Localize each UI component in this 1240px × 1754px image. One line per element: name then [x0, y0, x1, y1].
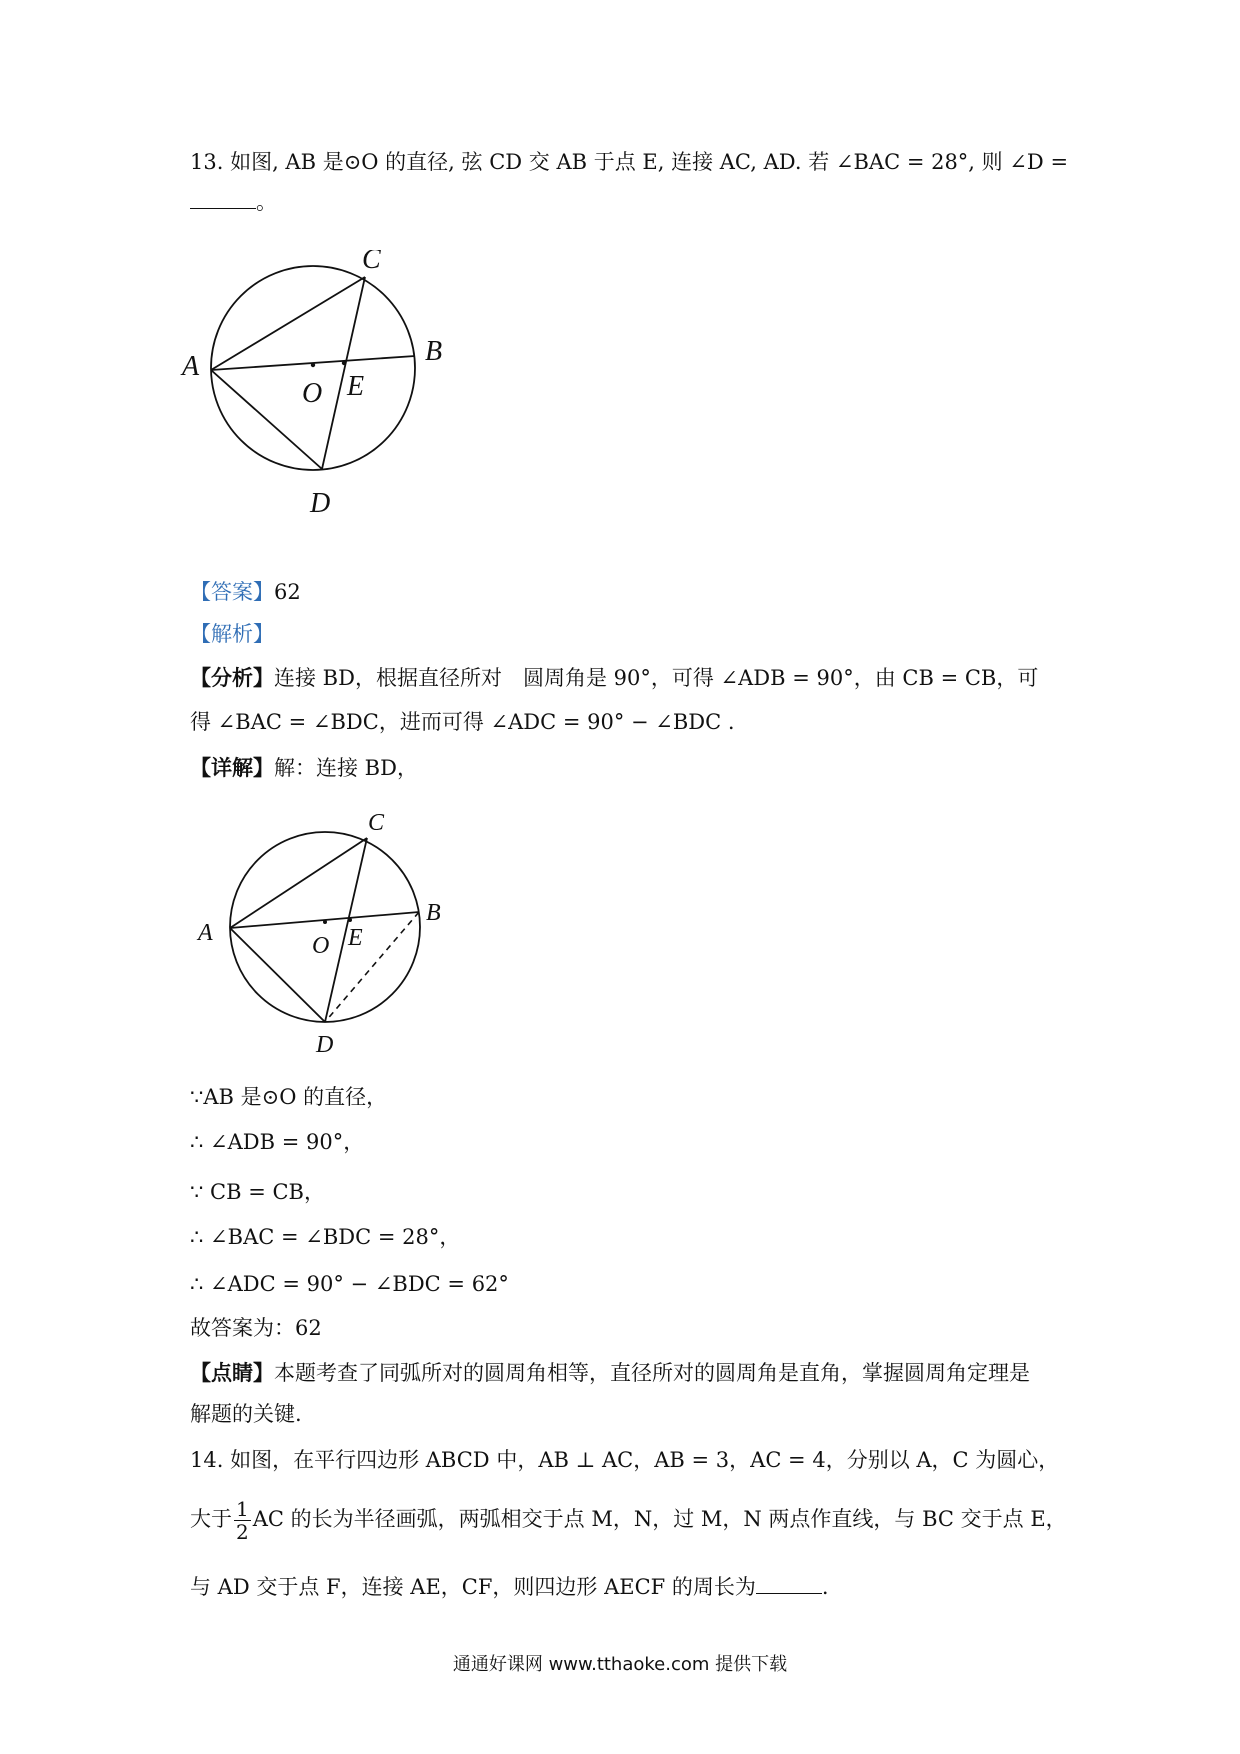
q14-line3 [190, 1575, 829, 1600]
detail-text: 解：连接 BD， [274, 756, 418, 780]
detail-line [190, 755, 418, 781]
point-o [323, 920, 327, 924]
q14-line2-pre: 大于 [190, 1507, 232, 1531]
label-b: B [425, 336, 443, 367]
answer-tag: 【答案】 [190, 580, 274, 604]
label-b: B [426, 900, 441, 926]
q13-line2-end: 。 [256, 190, 277, 214]
dianjing-tag: 【点睛】 [190, 1360, 274, 1385]
q13-line2 [190, 190, 277, 215]
segment-bd-dashed [325, 912, 419, 1022]
fenxi-line2: 得 ∠BAC = ∠BDC，进而可得 ∠ADC = 90° − ∠BDC . [190, 710, 735, 734]
circle-figure-1 [180, 250, 520, 550]
point-e [342, 361, 346, 365]
step-5: ∴ ∠ADC = 90° − ∠BDC = 62° [190, 1272, 509, 1296]
q14-line3-end: . [821, 1575, 829, 1599]
fraction-one-half [234, 1498, 251, 1543]
label-e: E [347, 371, 365, 402]
point-e [348, 918, 352, 922]
label-e: E [348, 925, 363, 951]
step-6: 故答案为：62 [190, 1316, 322, 1340]
label-c: C [368, 810, 385, 836]
footer: 通通好课网 www.tthaoke.com 提供下载 [452, 1654, 788, 1675]
q13-line1: 13. 如图, AB 是⊙O 的直径, 弦 CD 交 AB 于点 E, 连接 AC, AD. 若 ∠BAC = 28°, 则 ∠D = [190, 150, 1069, 174]
fenxi-line1 [190, 665, 1038, 691]
step-1: ∵AB 是⊙O 的直径， [190, 1085, 388, 1109]
q14-line3-text: 与 AD 交于点 F，连接 AE，CF，则四边形 AECF 的周长为 [190, 1575, 756, 1599]
label-d: D [310, 488, 331, 519]
step-2: ∴ ∠ADB = 90°， [190, 1130, 365, 1154]
fenxi-tag: 【分析】 [190, 665, 274, 690]
circle-o [230, 832, 420, 1022]
answer-line [190, 580, 301, 605]
detail-tag: 【详解】 [190, 755, 274, 780]
label-d: D [316, 1032, 334, 1058]
step-4: ∴ ∠BAC = ∠BDC = 28°， [190, 1225, 461, 1249]
label-c: C [362, 250, 381, 275]
q14-line2 [190, 1498, 1067, 1543]
dianjing-line2: 解题的关键. [190, 1402, 302, 1426]
segment-ab [230, 912, 419, 928]
segment-ad [230, 928, 325, 1022]
circle-figure-2 [190, 810, 470, 1060]
fenxi-text1: 连接 BD，根据直径所对 圆周角是 90°，可得 ∠ADB = 90°，由 CB = CB，可 [274, 666, 1039, 690]
fraction-denominator: 2 [236, 1520, 249, 1544]
fraction-numerator: 1 [236, 1497, 249, 1521]
q14-line1: 14. 如图，在平行四边形 ABCD 中，AB ⊥ AC，AB = 3，AC = 4，分别以 A，C 为圆心， [190, 1448, 1060, 1472]
answer-blank [190, 190, 256, 209]
point-o [311, 363, 315, 367]
step-3: ∵ CB = CB， [190, 1180, 325, 1204]
label-o: O [302, 378, 323, 409]
label-o: O [312, 933, 330, 959]
analysis-tag: 【解析】 [190, 622, 274, 646]
answer-blank-14 [756, 1575, 822, 1594]
answer-value: 62 [274, 580, 301, 604]
q14-line2-post: AC 的长为半径画弧，两弧相交于点 M，N，过 M，N 两点作直线，与 BC 交于点 E， [252, 1507, 1067, 1531]
label-a: A [182, 351, 200, 382]
dianjing-text1: 本题考查了同弧所对的圆周角相等，直径所对的圆周角是直角，掌握圆周角定理是 [274, 1361, 1030, 1385]
label-a: A [198, 920, 213, 946]
segment-ac [230, 838, 367, 928]
segment-ac [211, 277, 365, 370]
dianjing-line1 [190, 1360, 1030, 1386]
